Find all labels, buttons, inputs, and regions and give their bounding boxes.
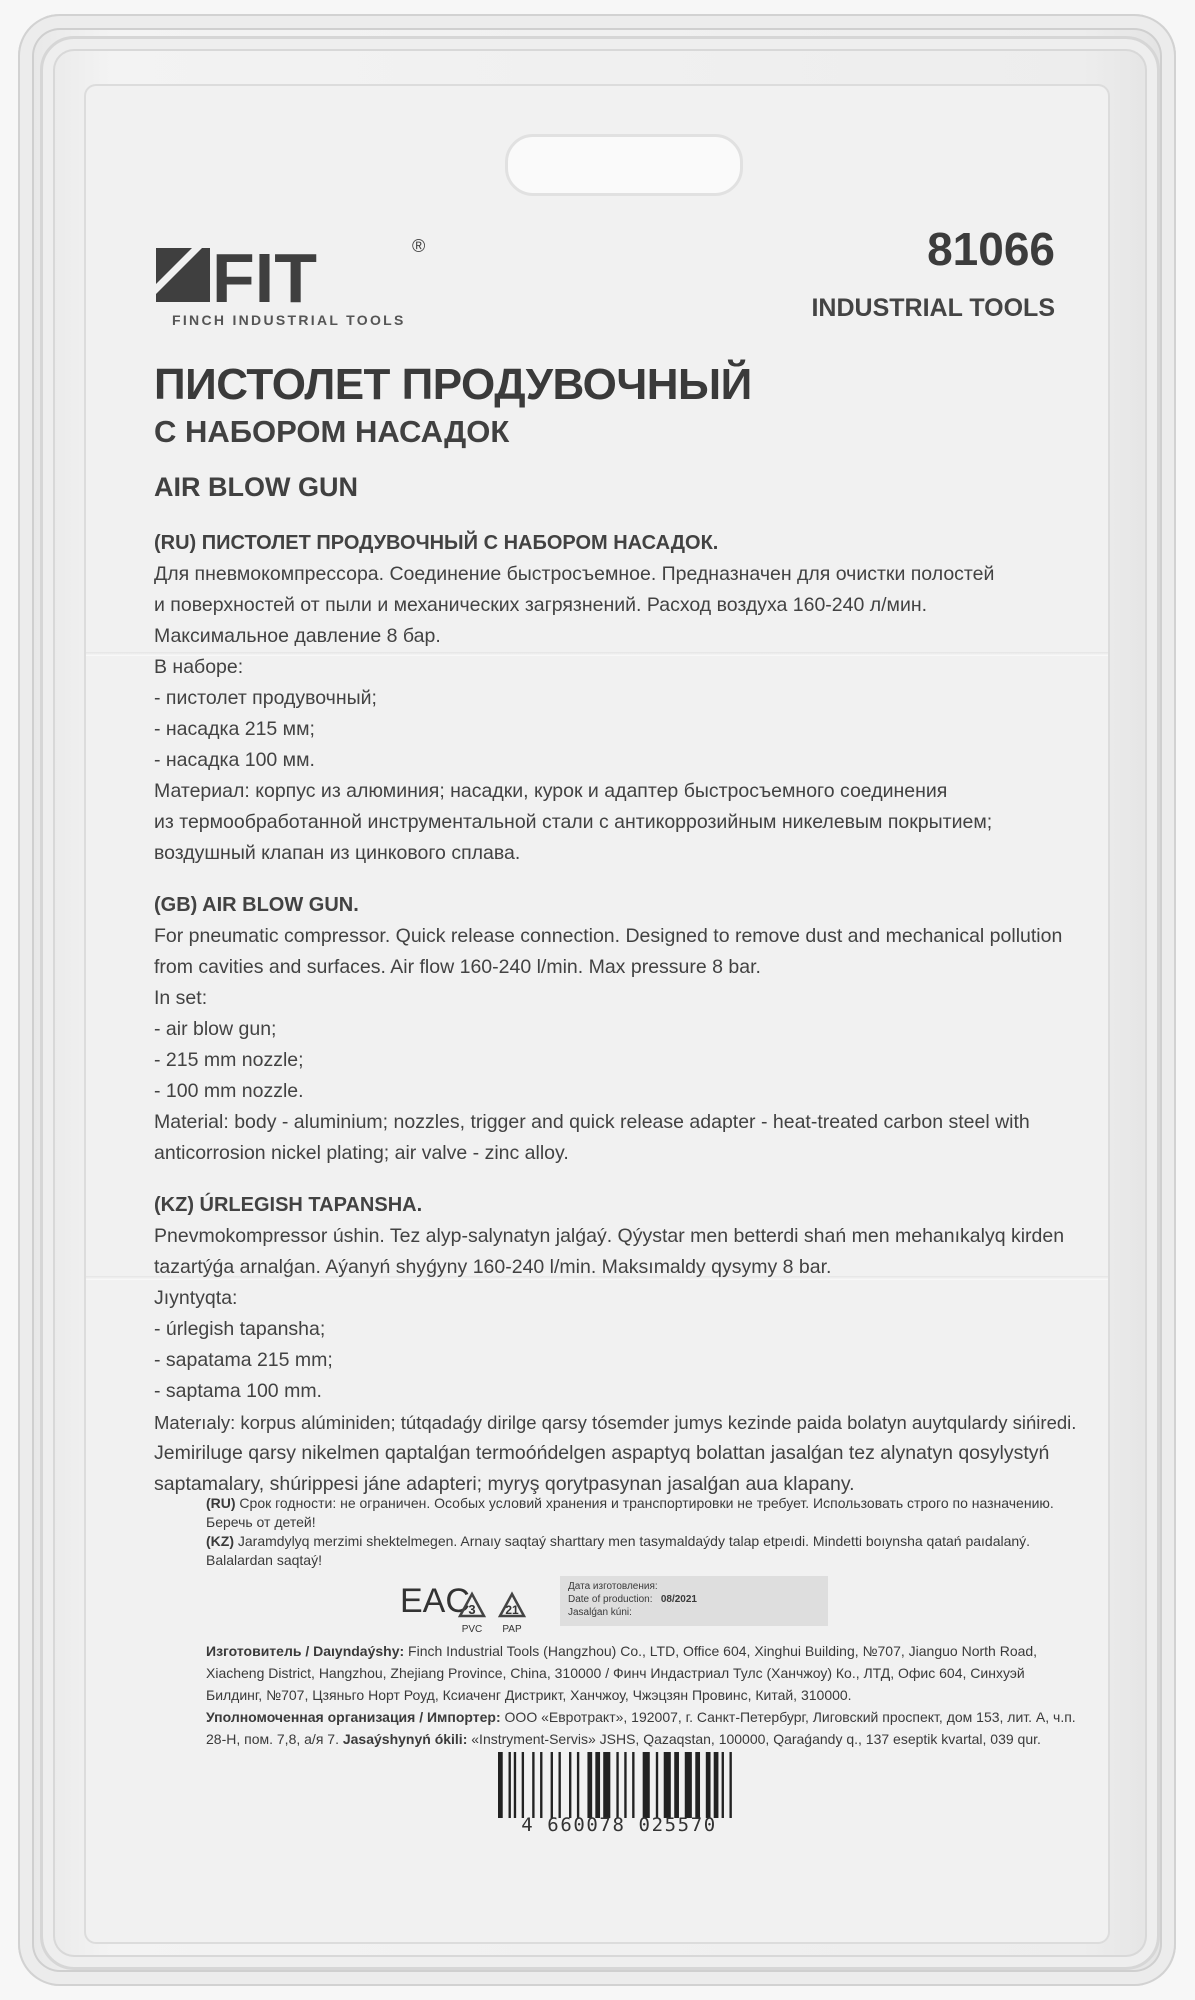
barcode-number: 4 660078 025570 [521, 1814, 717, 1836]
barcode-bar [577, 1752, 579, 1818]
recycle-label-pvc: PVC [461, 1624, 483, 1635]
eac-mark: EAC [400, 1582, 470, 1620]
article-number: 81066 [927, 223, 1055, 275]
barcode-bar [624, 1752, 626, 1818]
kz-line: Jıyntyqta: [154, 1287, 238, 1309]
product-subtitle: С НАБОРОМ НАСАДОК [154, 414, 510, 449]
ru-line: из термообработанной инструментальной стали с антикоррозийным никелевым покрытием; [154, 811, 993, 833]
barcode-bar [551, 1752, 553, 1818]
ru-description [154, 528, 1074, 869]
kz-note-text: Jaramdylyq merzimi shektelmegen. Arnaıy saqtaý sharttary men tasymaldaýdy talap etpeıdі. Mindetti boıynsha qatań paıdalaný. [234, 1533, 1031, 1549]
ru-note-text: Срок годности: не ограничен. Особых условий хранения и транспортировки не требует. Использовать строго по назначению. [235, 1495, 1054, 1511]
ru-line: Для пневмокомпрессора. Соединение быстросъемное. Предназначен для очистки полостей [154, 563, 995, 585]
product-category: INDUSTRIAL TOOLS [811, 294, 1055, 322]
barcode-bar [706, 1752, 711, 1818]
kz-line: - sapatama 215 mm; [154, 1349, 333, 1371]
ru-line: - пистолет продувочный; [154, 687, 377, 709]
importer-text: 28-Н, пом. 7,8, а/я 7. [206, 1731, 343, 1747]
gb-line: For pneumatic compressor. Quick release connection. Designed to remove dust and mechanical pollution [154, 925, 1063, 947]
barcode-bar [540, 1752, 542, 1818]
recycle-code-pvc: 3 [468, 1602, 476, 1617]
ru-note-text: Беречь от детей! [206, 1514, 316, 1530]
ru-line: и поверхностей от пыли и механических загрязнений. Расход воздуха 160-240 л/мин. [154, 594, 928, 616]
barcode-bar [664, 1752, 671, 1818]
barcode-bar [674, 1752, 679, 1818]
ru-line: воздушный клапан из цинкового сплава. [154, 842, 521, 864]
barcode-bars [498, 1752, 740, 1818]
gb-line: - air blow gun; [154, 1018, 277, 1040]
barcode-bar [587, 1752, 592, 1818]
gb-description [154, 890, 1074, 1169]
logo-subtitle: FINCH INDUSTRIAL TOOLS [172, 312, 406, 328]
kz-note-text: Balalardan saqtaý! [206, 1552, 322, 1568]
product-title: ПИСТОЛЕТ ПРОДУВОЧНЫЙ [154, 360, 752, 409]
barcode-bar [685, 1752, 692, 1818]
logo-wordmark: FIT [212, 239, 317, 317]
production-date-box [560, 1576, 828, 1626]
gb-line: - 100 mm nozzle. [154, 1080, 304, 1102]
barcode-bar [632, 1752, 634, 1818]
barcode-bar [532, 1752, 534, 1818]
ru-note-label: (RU) [206, 1495, 236, 1511]
kz-line: saptamalary, shúrippesi jáne adapteri; myryş qorytpasynan jasalǵan aua klapany. [154, 1473, 855, 1495]
gb-heading: (GB) AIR BLOW GUN. [154, 894, 359, 916]
gb-line: from cavities and surfaces. Air flow 160-240 l/min. Max pressure 8 bar. [154, 956, 761, 978]
barcode-bar [714, 1752, 719, 1818]
barcode-bar [559, 1752, 561, 1818]
importer-text: ООО «Евротракт», 192007, г. Санкт-Петербург, Лиговский проспект, дом 153, лит. А, ч.п. [500, 1709, 1076, 1725]
barcode-bar [522, 1752, 524, 1818]
representative-label: Jasaýshynyń ókіlі: [342, 1731, 468, 1747]
manufacturer-text: Билдинг, №707, Цзяньго Норт Роуд, Ксиаченг Дистрикт, Ханчжоу, Чжэцзян Провинс, Китай, 310000. [206, 1687, 852, 1703]
barcode [488, 1752, 750, 1840]
barcode-bar [603, 1752, 610, 1818]
gb-line: In set: [154, 987, 208, 1009]
ru-line: Максимальное давление 8 бар. [154, 625, 441, 647]
ru-line: Материал: корпус из алюминия; насадки, курок и адаптер быстросъемного соединения [154, 780, 948, 802]
barcode-bar [498, 1752, 503, 1818]
recycle-code-pap: 21 [505, 1603, 519, 1617]
barcode-bar [616, 1752, 618, 1818]
production-label-ru: Дата изготовления: [568, 1581, 658, 1592]
ru-line: В наборе: [154, 656, 244, 678]
barcode-bar [656, 1752, 658, 1818]
gb-line: anticorrosion nickel plating; air valve - zinc alloy. [154, 1142, 569, 1164]
manufacturer-text: Xiacheng District, Hangzhou, Zhejiang Province, China, 310000 / Финч Индастриал Тулс (Ханчжоу) Ко., ЛТД, Офис 604, Синхуэй [206, 1665, 1025, 1681]
ru-heading: (RU) ПИСТОЛЕТ ПРОДУВОЧНЫЙ С НАБОРОМ НАСАДОК. [154, 532, 719, 554]
gb-line: Material: body - aluminium; nozzles, trigger and quick release adapter - heat-treated carbon steel with [154, 1111, 1030, 1133]
barcode-bar [729, 1752, 731, 1818]
kz-line: - úrlegish tapansha; [154, 1318, 326, 1340]
ru-line: - насадка 215 мм; [154, 718, 315, 740]
barcode-bar [509, 1752, 511, 1818]
kz-heading: (KZ) ÚRLEGISH TAPANSHA. [154, 1194, 423, 1216]
kz-note-label: (KZ) [206, 1533, 234, 1549]
barcode-bar [569, 1752, 571, 1818]
kz-line: tazartýǵa arnalǵan. Aýanyń shyǵyny 160-240 l/mіn. Maksımaldy qysymy 8 bar. [154, 1256, 832, 1278]
barcode-bar [595, 1752, 600, 1818]
production-label-kz: Jasalǵan kúni: [568, 1607, 632, 1618]
manufacturer-text: Finch Industrial Tools (Hangzhou) Co., LTD, Office 604, Xinghui Building, №707, Jianguo North Road, [404, 1643, 1038, 1659]
barcode-bar [514, 1752, 516, 1818]
hang-hole [505, 134, 743, 196]
importer-label: Уполномоченная организация / Импортер: [206, 1709, 501, 1725]
kz-line: Jemiriluge qarsy nikelmen qaptalǵan termoóńdelgen aspaptyq bolattan jasalǵan tez alynatyn qosylystyń [154, 1442, 1050, 1464]
barcode-bar [695, 1752, 700, 1818]
gb-line: - 215 mm nozzle; [154, 1049, 304, 1071]
manufacturer-info [206, 1640, 1086, 1750]
kz-line: Pnevmokompressor úshіn. Tez alyp-salynatyn jalǵaý. Qýystar men betterdi shań men mehanıkalyq kirden [154, 1225, 1065, 1247]
manufacturer-label: Изготовитель / Daıyndaýshy: [206, 1643, 405, 1659]
registered-mark: ® [412, 236, 426, 256]
barcode-bar [722, 1752, 724, 1818]
kz-line: Materıaly: korpus alúminiden; tútqadaǵy dirilge qarsy tósemder jumys kezinde paida bolatyn auytqulardy sińiredі. [154, 1412, 1077, 1433]
kz-line: - saptama 100 mm. [154, 1380, 322, 1402]
representative-text: «Instryment-Servis» JSHS, Qazaqstan, 100000, Qaraǵandy q., 137 eseptik kvartal, 039 qur. [467, 1731, 1041, 1747]
recycle-label-pap: PAP [502, 1624, 522, 1635]
ru-line: - насадка 100 мм. [154, 749, 315, 771]
storage-notes [206, 1494, 1056, 1570]
production-date: 08/2021 [660, 1594, 697, 1605]
product-title-en: AIR BLOW GUN [154, 472, 358, 502]
kz-description [154, 1190, 1077, 1500]
barcode-bar [643, 1752, 650, 1818]
production-label-en: Date of production: [568, 1594, 653, 1605]
